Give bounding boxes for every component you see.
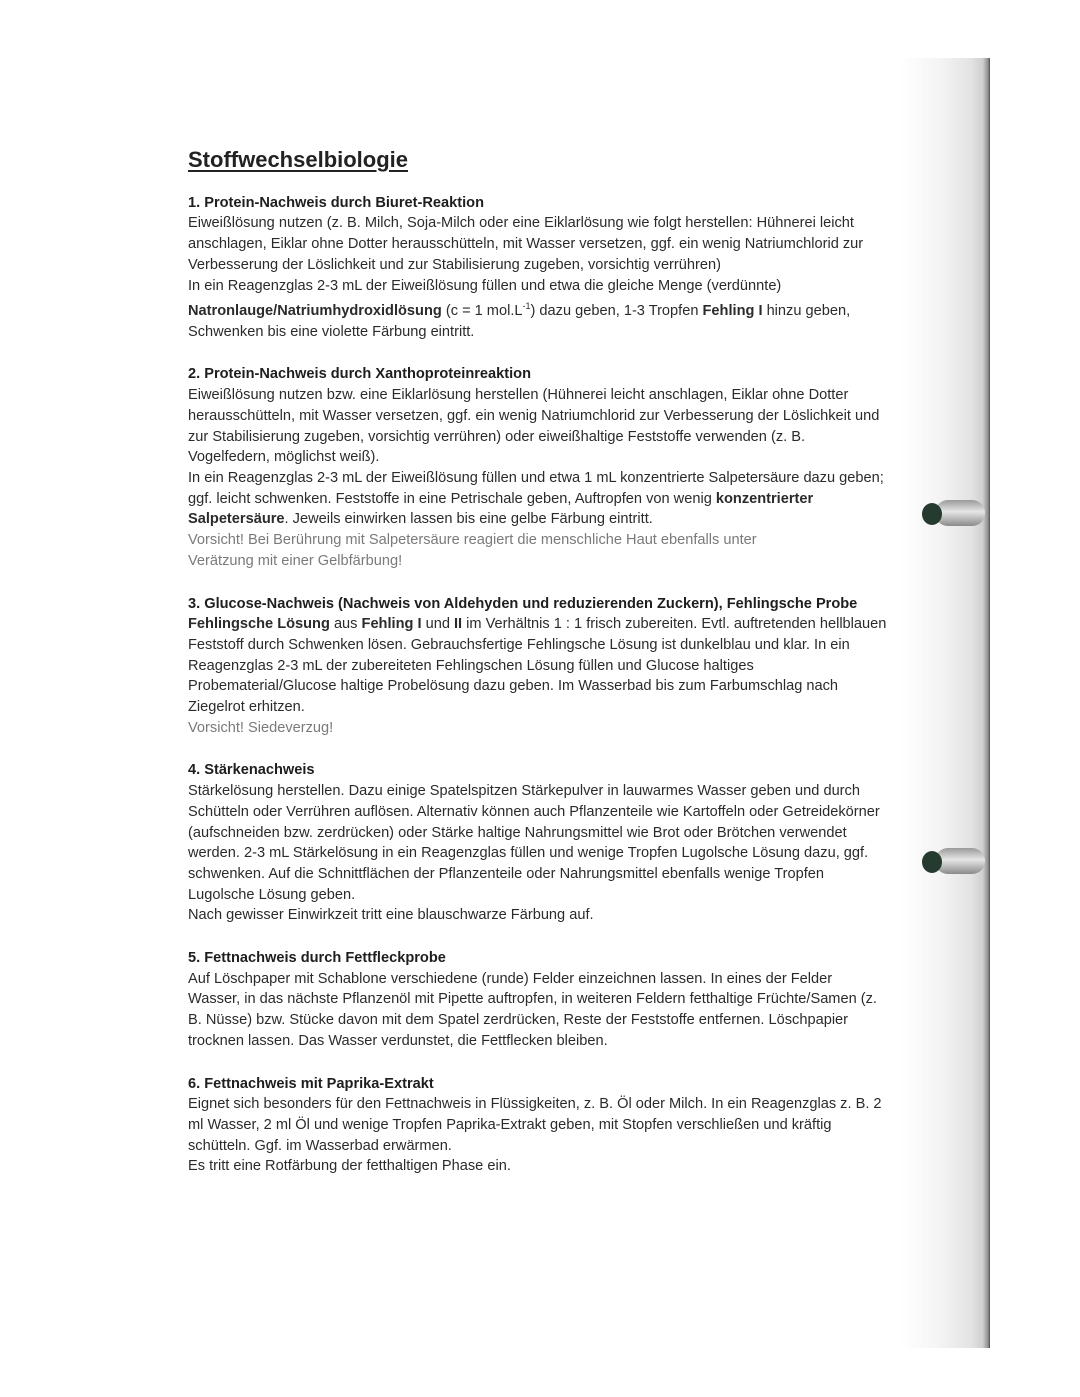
- bold-run: II: [454, 616, 463, 633]
- section-paragraph: Auf Löschpaper mit Schablone verschiedene (runde) Felder einzeichnen lassen. In eines der Felder Wasser, in das nächste Pflanzenöl mit Pipette auftropfen, in weiteren Feldern fetthaltige Früchte/Samen (z. B. Nüsse) bzw. Stücke davon mit dem Spatel zerdrücken, Reste der Feststoffe entfernen. Löschpapier trocknen lassen. Das Wasser verdunstet, die Fettflecken bleiben.: [188, 970, 877, 1049]
- text-run: . Jeweils einwirken lassen bis eine gelbe Färbung eintritt.: [284, 511, 653, 528]
- section-paprika: [188, 1074, 888, 1178]
- section-starch: [188, 760, 888, 926]
- text-run: In ein Reagenzglas 2-3 mL der Eiweißlösung füllen und etwa 1 mL konzentrierte Salpetersäure dazu geben; ggf. leicht schwenken. Feststoffe in eine Petrischale geben, Auftropfen von wenig: [188, 470, 884, 507]
- section-heading: 4. Stärkenachweis: [188, 762, 315, 779]
- binder-edge: [900, 58, 990, 1348]
- section-paragraph: Eiweißlösung nutzen (z. B. Milch, Soja-Milch oder eine Eiklarlösung wie folgt herstellen: Hühnerei leicht anschlagen, Eiklar ohne Dotter herausschütteln, mit Wasser versetzen, ggf. ein wenig Natriumchlorid zur Verbesserung der Löslichkeit und zur Stabilisierung zugeben, vorsichtig verrühren): [188, 215, 864, 273]
- superscript: -1: [522, 301, 531, 312]
- section-paragraph: Eiweißlösung nutzen bzw. eine Eiklarlösung herstellen (Hühnerei leicht anschlagen, Eiklar ohne Dotter herausschütteln, mit Wasser versetzen, ggf. ein wenig Natriumchlorid zur Verbesserung der Löslichkeit und zur Stabilisierung zugeben, vorsichtig verrühren) oder eiweißhaltige Feststoffe verwenden (z. B. Vogelfedern, möglichst weiß).: [188, 387, 880, 466]
- section-paragraph: [188, 276, 888, 343]
- text-run: In ein Reagenzglas 2-3 mL der Eiweißlösung füllen und etwa die gleiche Menge (verdünnte): [188, 277, 782, 294]
- section-paragraph: [188, 614, 888, 718]
- warning-text: Vorsicht! Siedeverzug!: [188, 719, 334, 736]
- binder-ring-top: [935, 500, 985, 526]
- binder-hole-top: [922, 503, 942, 525]
- section-paragraph: [188, 468, 888, 530]
- warning-text: Vorsicht! Bei Berührung mit Salpetersäure reagiert die menschliche Haut ebenfalls unter Verätzung mit einer Gelbfärbung!: [188, 532, 757, 569]
- text-run: hinzu geben, Schwenken bis eine violette Färbung eintritt.: [188, 303, 851, 340]
- section-fat-stain: [188, 948, 888, 1052]
- text-run: im Verhältnis 1 : 1 frisch zubereiten. Evtl. auftretenden hellblauen Feststoff durch Schwenken lösen. Gebrauchsfertige Fehlingsche Lösung ist dunkelblau und klar. In ein Reagenzglas 2-3 mL der zubereiteten Fehlingschen Lösung füllen und Glucose haltiges Probematerial/Glucose haltige Probelösung dazu geben. Im Wasserbad bis zum Farbumschlag nach Ziegelrot erhitzen.: [188, 616, 887, 716]
- section-paragraph: Stärkelösung herstellen. Dazu einige Spatelspitzen Stärkepulver in lauwarmes Wasser geben und durch Schütteln oder Verrühren auflösen. Alternativ können auch Pflanzenteile wie Kartoffeln oder Getreidekörner (aufschneiden bzw. zerdrücken) oder Stärke haltige Nahrungsmittel wie Brot oder Brötchen verwendet werden. 2-3 mL Stärkelösung in ein Reagenzglas füllen und wenige Tropfen Lugolsche Lösung dazu, ggf. schwenken. Auf die Schnittflächen der Pflanzenteile oder Nahrungsmittel ebenfalls wenige Tropfen Lugolsche Lösung geben.: [188, 783, 880, 903]
- section-heading: 3. Glucose-Nachweis (Nachweis von Aldehyden und reduzierenden Zuckern), Fehlingsche Probe: [188, 595, 858, 612]
- bold-run: konzentrierter Salpetersäure: [188, 490, 814, 528]
- section-heading: 1. Protein-Nachweis durch Biuret-Reaktion: [188, 194, 484, 211]
- bold-run: Fehling I: [361, 616, 422, 633]
- text-run: (c = 1 mol.L: [441, 303, 523, 320]
- document-content: [188, 147, 888, 1199]
- binder-hole-bottom: [922, 851, 942, 873]
- text-run: und: [421, 616, 454, 633]
- section-heading: 5. Fettnachweis durch Fettfleckprobe: [188, 950, 446, 967]
- text-run: ) dazu geben, 1-3 Tropfen: [530, 303, 703, 320]
- bold-run: Natronlauge/Natriumhydroxidlösung: [188, 303, 442, 320]
- section-biuret: [188, 193, 888, 343]
- text-run: aus: [329, 616, 362, 633]
- section-xanthoprotein: [188, 364, 888, 571]
- section-paragraph: Es tritt eine Rotfärbung der fetthaltigen Phase ein.: [188, 1158, 511, 1175]
- section-heading: 6. Fettnachweis mit Paprika-Extrakt: [188, 1075, 434, 1092]
- section-paragraph: Nach gewisser Einwirkzeit tritt eine blauschwarze Färbung auf.: [188, 907, 594, 924]
- section-fehling: [188, 594, 888, 739]
- bold-run: Fehling I: [702, 303, 763, 320]
- bold-run: Fehlingsche Lösung: [188, 616, 330, 633]
- section-paragraph: Eignet sich besonders für den Fettnachweis in Flüssigkeiten, z. B. Öl oder Milch. In ein Reagenzglas z. B. 2 ml Wasser, 2 ml Öl und wenige Tropfen Paprika-Extrakt geben, mit Stopfen verschließen und kräftig schütteln. Ggf. im Wasserbad erwärmen.: [188, 1096, 882, 1154]
- binder-ring-bottom: [935, 848, 985, 874]
- page-title: Stoffwechselbiologie: [188, 147, 409, 172]
- section-heading: 2. Protein-Nachweis durch Xanthoproteinreaktion: [188, 366, 532, 383]
